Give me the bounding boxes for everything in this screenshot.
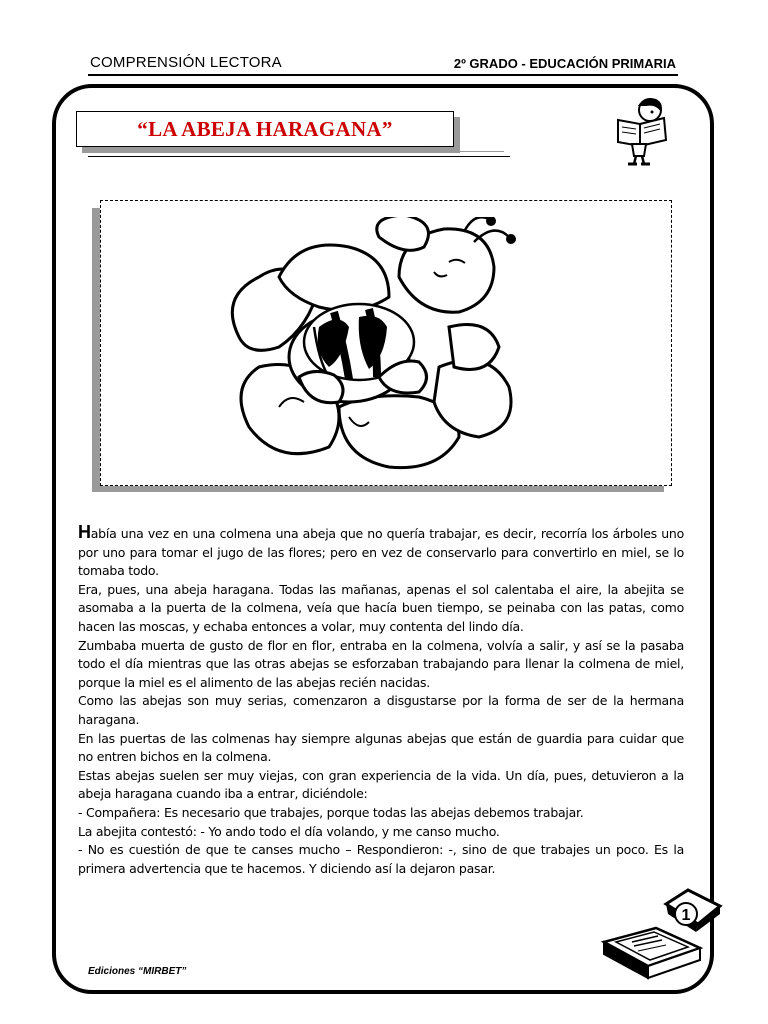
story-paragraph: Zumbaba muerta de gusto de flor en flor, entraba en la colmena, volvía a salir, y así se la pasaba todo el día mientras que las otras abejas se esforzaban trabajando para llenar la colmena de miel, porque la miel es el alimento de las abejas recién nacidas. (78, 637, 684, 690)
story-paragraph: La abejita contestó: - Yo ando todo el día volando, y me canso mucho. (78, 823, 500, 839)
story-paragraph: Estas abejas suelen ser muy viejas, con gran experiencia de la vida. Un día, pues, detuvieron a la abeja haragana cuando iba a entrar, diciéndole: (78, 767, 684, 802)
illustration-frame (100, 200, 672, 486)
page-number: 1 (681, 907, 691, 924)
story-paragraph: - Compañera: Es necesario que trabajes, porque todas las abejas debemos trabajar. (78, 804, 584, 820)
story-text (78, 523, 684, 878)
story-paragraph-text: abía una vez en una colmena una abeja que no quería trabajar, es decir, recorría los árboles uno por uno para tomar el jugo de las flores; pero en vez de conservarlo para convertirlo en miel, se lo tomaba todo. (78, 526, 684, 579)
sleeping-bee-on-flower-illustration (219, 217, 539, 477)
publisher-credit: Ediciones “MIRBET” (88, 966, 187, 977)
title-box (76, 111, 454, 147)
comprension-lectora-book-icon (596, 884, 724, 996)
story-paragraph: Como las abejas son muy serias, comenzaron a disgustarse por la forma de ser de la hermana haragana. (78, 693, 684, 727)
story-paragraph: - No es cuestión de que te canses mucho – Respondieron: -, sino de que trabajes un poco. Es la primera advertencia que te hacemos. Y diciendo así la dejaron pasar. (78, 842, 684, 876)
child-reading-book-icon (610, 94, 676, 166)
dropcap-letter: H (78, 522, 91, 542)
header-grade: 2º GRADO - EDUCACIÓN PRIMARIA (453, 56, 676, 71)
header-subject: COMPRENSIÓN LECTORA (90, 54, 282, 71)
page-title: “LA ABEJA HARAGANA” (137, 116, 393, 141)
story-paragraph (78, 523, 684, 581)
title-underline-shadow (430, 151, 504, 152)
title-underline (88, 156, 510, 157)
header-divider (88, 74, 678, 76)
story-paragraph: En las puertas de las colmenas hay siempre algunas abejas que están de guardia para cuidar que no entren bichos en la colmena. (78, 730, 684, 765)
story-paragraph: Era, pues, una abeja haragana. Todas las mañanas, apenas el sol calentaba el aire, la abejita se asomaba a la puerta de la colmena, veía que hacía buen tiempo, se peinaba con las patas, como hacen las moscas, y echaba entonces a volar, muy contenta del lindo día. (78, 581, 684, 634)
